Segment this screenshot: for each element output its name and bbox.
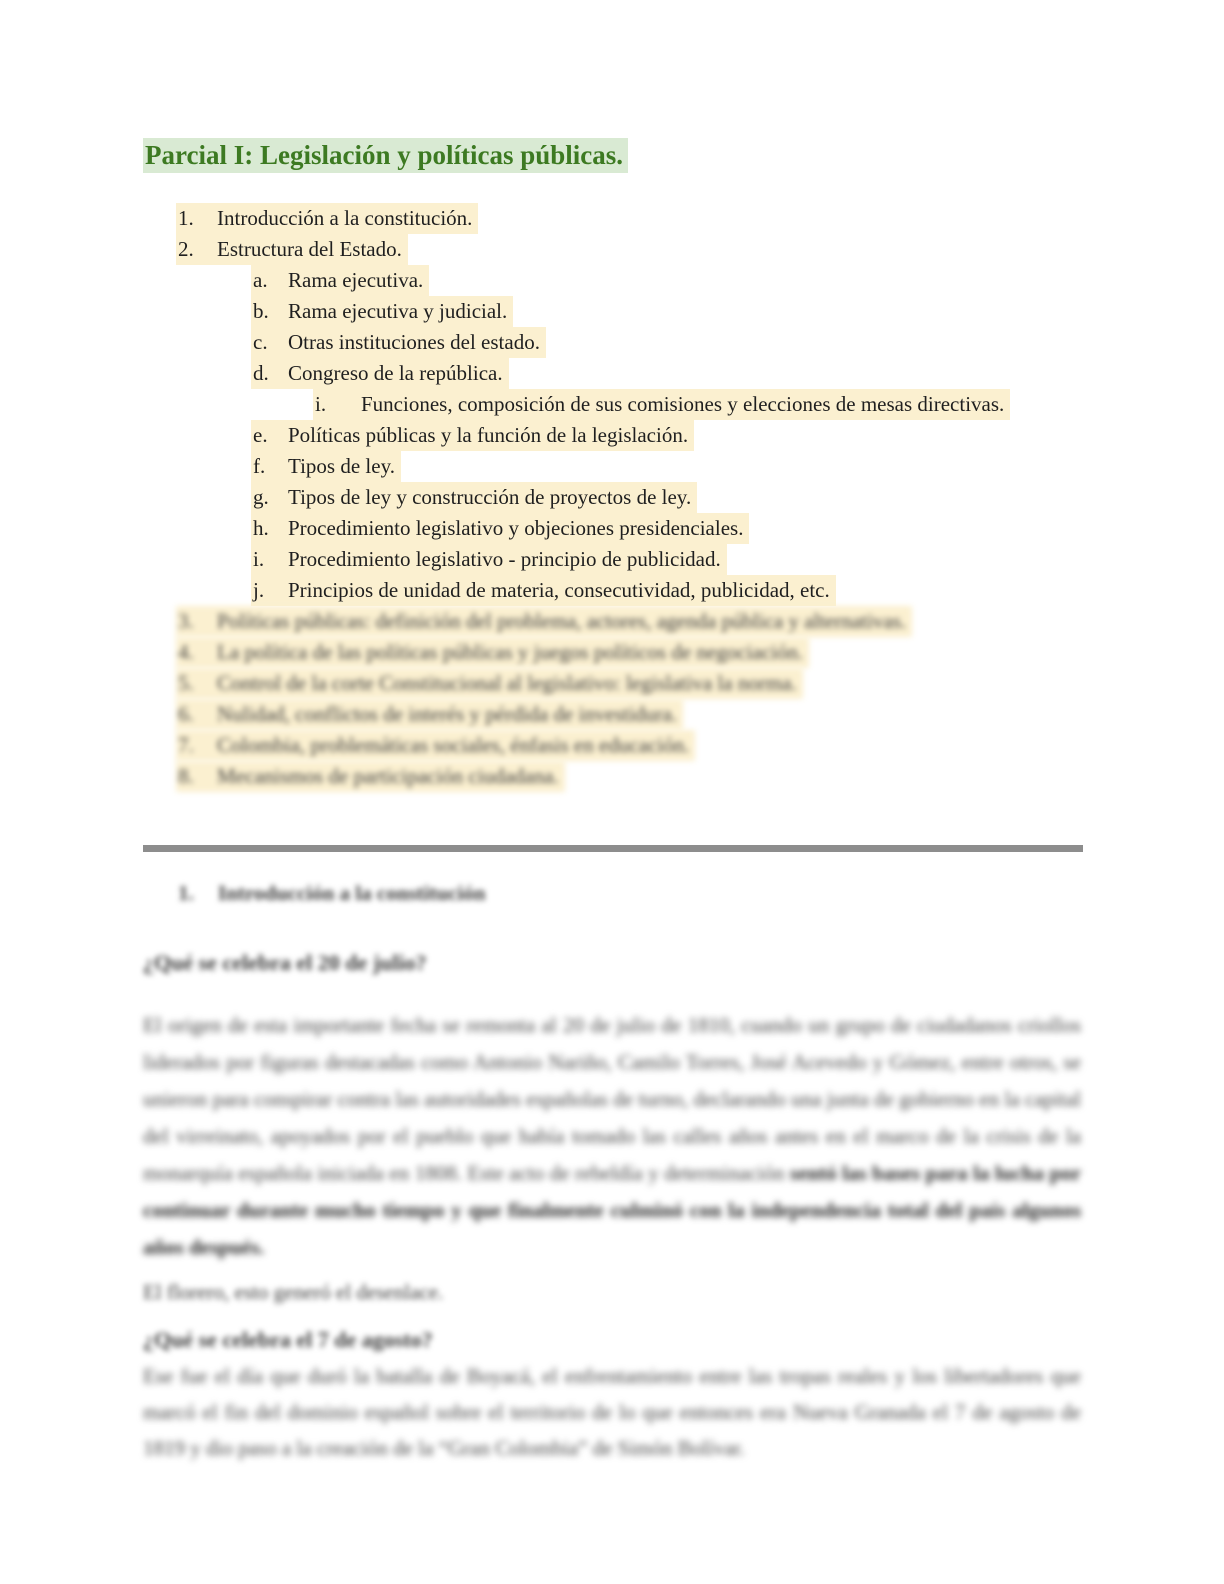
outline-item bbox=[143, 358, 1081, 389]
outline-item bbox=[143, 699, 1081, 730]
section-heading bbox=[143, 878, 1081, 908]
section-divider bbox=[143, 845, 1083, 852]
paragraph-regular-text: El origen de esta importante fecha se remonta al 20 de julio de 1810, cuando un grupo de ciudadanos criollos liderados por figuras destacadas como Antonio Nariño, Camilo Torres, José Acevedo y Gómez, entre otros, se unieron para conspirar contra las autoridades españolas de turno, declarando una junta de gobierno en la capital del virreinato, apoyados por el pueblo que había tomado las calles años antes en el marco de la crisis de la monarquía española iniciada en 1808. Este acto de rebeldía y determinación bbox=[143, 1013, 1081, 1185]
outline-item-highlight bbox=[176, 699, 683, 730]
outline-item bbox=[143, 637, 1081, 668]
outline-item-label: Estructura del Estado. bbox=[217, 237, 402, 261]
outline-item-highlight bbox=[251, 544, 727, 575]
outline-item-highlight bbox=[251, 358, 509, 389]
question-heading-20-julio: ¿Qué se celebra el 20 de julio? bbox=[143, 950, 427, 975]
page-title bbox=[143, 138, 1081, 172]
outline-item-highlight bbox=[251, 575, 836, 606]
outline-item-marker: 3. bbox=[178, 609, 194, 633]
outline-item-highlight bbox=[251, 420, 694, 451]
outline-item-label: Políticas públicas y la función de la legislación. bbox=[288, 423, 689, 447]
outline-item-label: Principios de unidad de materia, consecutividad, publicidad, etc. bbox=[288, 578, 830, 602]
outline-item-highlight bbox=[313, 389, 1010, 420]
outline-item-marker: i. bbox=[315, 392, 327, 416]
outline-item-highlight bbox=[176, 203, 478, 234]
outline-item-marker: 8. bbox=[178, 764, 194, 788]
outline-item-label: Tipos de ley. bbox=[288, 454, 395, 478]
outline-item-marker: 4. bbox=[178, 640, 194, 664]
outline-item-label: Nulidad, conflictos de interés y pérdida de investidura. bbox=[217, 702, 678, 726]
outline-item-label: Tipos de ley y construcción de proyectos de ley. bbox=[288, 485, 692, 509]
outline-item-label: Rama ejecutiva y judicial. bbox=[288, 299, 508, 323]
outline-item-highlight bbox=[176, 761, 565, 792]
outline-item-highlight bbox=[176, 234, 408, 265]
outline-item-marker: 6. bbox=[178, 702, 194, 726]
outline-item bbox=[143, 606, 1081, 637]
outline-item bbox=[143, 761, 1081, 792]
outline-item-label: Funciones, composición de sus comisiones y elecciones de mesas directivas. bbox=[361, 392, 1005, 416]
outline-item-label: Procedimiento legislativo y objeciones presidenciales. bbox=[288, 516, 744, 540]
section-heading-marker: 1. bbox=[178, 881, 194, 905]
outline-item-marker: d. bbox=[253, 361, 269, 385]
outline-item-highlight bbox=[251, 265, 429, 296]
page-title-text: Parcial I: Legislación y políticas públicas. bbox=[143, 138, 628, 173]
outline-item-marker: i. bbox=[253, 547, 265, 571]
paragraph-bold-text: sentó las bases para la lucha por continuar durante mucho tiempo y que finalmente culminó con la independencia total del país algunos años después. bbox=[143, 1161, 1081, 1259]
outline-item-marker: 2. bbox=[178, 237, 194, 261]
outline-item bbox=[143, 730, 1081, 761]
outline-item-highlight bbox=[251, 296, 513, 327]
outline-item bbox=[143, 451, 1081, 482]
outline-item bbox=[143, 296, 1081, 327]
aside-line-florero: El florero, esto generó el desenlace. bbox=[143, 1280, 444, 1304]
outline-item-label: Control de la corte Constitucional al legislativo: legislativa la norma. bbox=[217, 671, 797, 695]
outline-item-highlight bbox=[176, 606, 912, 637]
outline-item-marker: j. bbox=[253, 578, 265, 602]
outline-item bbox=[143, 327, 1081, 358]
outline-item-highlight bbox=[176, 637, 809, 668]
outline-item-label: La política de las políticas públicas y juegos políticos de negociación. bbox=[217, 640, 804, 664]
outline-item-marker: 5. bbox=[178, 671, 194, 695]
outline-item-highlight bbox=[176, 668, 803, 699]
outline-item-highlight bbox=[251, 451, 401, 482]
outline-item-label: Mecanismos de participación ciudadana. bbox=[217, 764, 559, 788]
outline-item-marker: g. bbox=[253, 485, 269, 509]
outline-item-label: Otras instituciones del estado. bbox=[288, 330, 540, 354]
outline-item bbox=[143, 482, 1081, 513]
outline-item-label: Congreso de la república. bbox=[288, 361, 503, 385]
outline-item-marker: h. bbox=[253, 516, 269, 540]
outline-item-label: Procedimiento legislativo - principio de publicidad. bbox=[288, 547, 721, 571]
section-heading-label: Introducción a la constitución bbox=[218, 881, 486, 905]
outline-item-highlight bbox=[176, 730, 695, 761]
outline-item-label: Introducción a la constitución. bbox=[217, 206, 473, 230]
outline-item bbox=[143, 203, 1081, 234]
outline-item-highlight bbox=[251, 513, 749, 544]
body-paragraph-7-agosto: Ese fue el día que duró la batalla de Boyacá, el enfrentamiento entre las tropas reales y los libertadores que marcó el fin del dominio español sobre el territorio de lo que entonces era Nueva Granada el 7 de agosto de 1819 y dio paso a la creación de la “Gran Colombia” de Simón Bolívar. bbox=[143, 1364, 1081, 1460]
outline-item-label: Políticas públicas: definición del problema, actores, agenda pública y alternativas. bbox=[217, 609, 907, 633]
outline-item bbox=[143, 544, 1081, 575]
body-paragraph-20-julio bbox=[143, 1007, 1081, 1266]
outline-item-highlight bbox=[251, 482, 697, 513]
outline-item-marker: c. bbox=[253, 330, 268, 354]
outline-item bbox=[143, 389, 1081, 420]
outline-item-marker: 7. bbox=[178, 733, 194, 757]
outline-item-label: Colombia, problemáticas sociales, énfasis en educación. bbox=[217, 733, 690, 757]
outline-item-marker: b. bbox=[253, 299, 269, 323]
outline-item-marker: f. bbox=[253, 454, 266, 478]
outline-list bbox=[143, 203, 1081, 792]
outline-item bbox=[143, 265, 1081, 296]
question-heading-7-agosto: ¿Qué se celebra el 7 de agosto? bbox=[143, 1327, 433, 1352]
outline-item-marker: a. bbox=[253, 268, 268, 292]
outline-item-marker: e. bbox=[253, 423, 268, 447]
outline-item bbox=[143, 420, 1081, 451]
outline-item bbox=[143, 668, 1081, 699]
outline-item-highlight bbox=[251, 327, 546, 358]
outline-item-marker: 1. bbox=[178, 206, 194, 230]
outline-item-label: Rama ejecutiva. bbox=[288, 268, 424, 292]
outline-item bbox=[143, 575, 1081, 606]
outline-item bbox=[143, 513, 1081, 544]
outline-item bbox=[143, 234, 1081, 265]
